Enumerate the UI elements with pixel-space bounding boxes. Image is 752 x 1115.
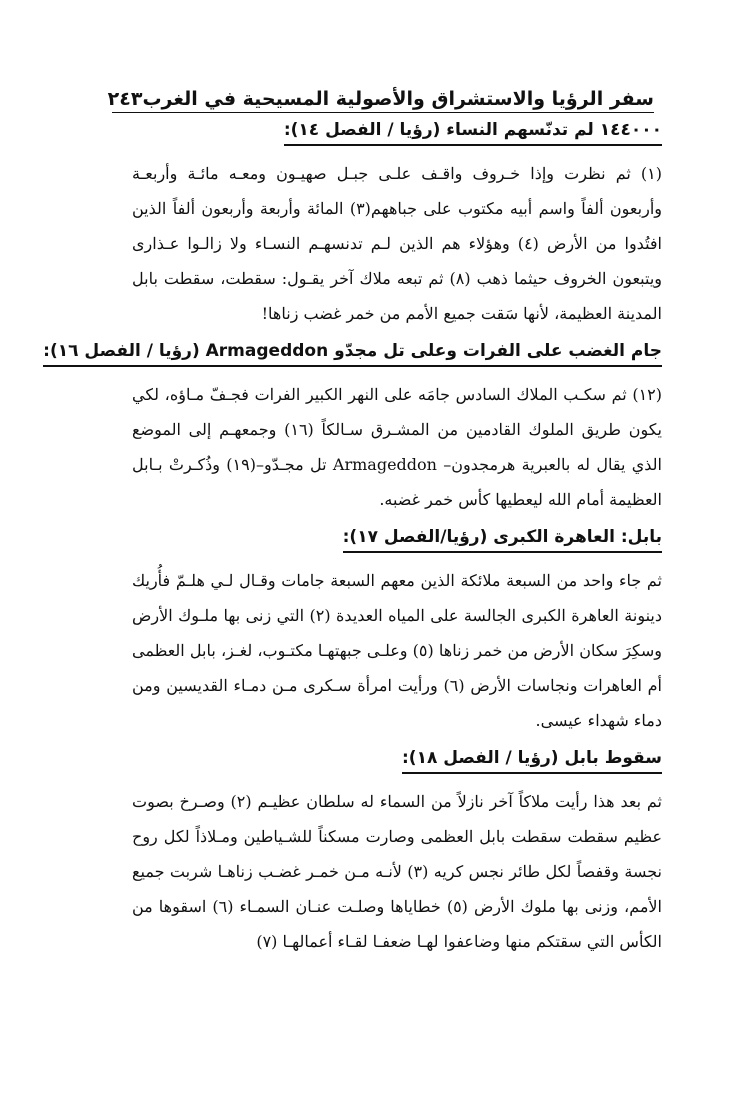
section-fall-of-babylon [132,748,662,959]
section-heading: سقوط بابل (رؤيا / الفصل ١٨): [402,748,662,774]
page-number: ٢٤٣ [107,88,143,110]
running-header [107,78,654,110]
page-body [43,118,663,969]
section-heading: بابل: العاهرة الكبرى (رؤيا/الفصل ١٧): [343,527,662,553]
section-paragraph: ثم بعد هذا رأيت ملاكاً آخر نازلاً من السماء له سلطان عظيـم (٢) وصـرخ بصوت عظيم سقطت سقطت بابل العظمى وصارت مسكناً للشـياطين ومـلاذاً لكل روح نجسة وقفصاً لكل طائر نجس كريه (٣) لأنـه مـن خمـر غضـب زناهـا شربت جميع الأمم، وزنى بها ملوك الأرض (٥) خطاياها وصلـت عنـان السمـاء (٦) اسقوها من الكأس التي سقتكم منها وضاعفوا لهـا ضعفـا لقـاء أعمالهـا (٧) [132,792,663,951]
section-paragraph: ثم جاء واحد من السبعة ملائكة الذين معهم السبعة جامات وقـال لـي هلـمّ فأُريك دينونة العاهرة الكبرى الجالسة على المياه العديدة (٢) التي زنى بها ملـوك الأرض وسكِرَ سكان الأرض من خمر زناها (٥) وعلـى جبهتهـا مكتـوب، لغـز، بابل العظمى أم العاهرات ونجاسات الأرض (٦) ورأيت امرأة سـكرى مـن دمـاء القديسين ومن دماء شهداء عيسى. [132,571,662,730]
running-title: سفر الرؤيا والاستشراق والأصولية المسيحية في الغرب [142,88,654,110]
section-heading: جام الغضب على الفرات وعلى تل مجدّو Armageddon (رؤيا / الفصل ١٦): [43,341,662,367]
section-paragraph: (١) ثم نظرت وإذا خـروف واقـف علـى جبـل صهيـون ومعـه مائـة وأربعـة وأربعون ألفاً واسم أبيه مكتوب على جباههم(٣) المائة وأربعة وأربعون ألفاً الذين افتُدوا من الأرض (٤) وهؤلاء هم الذين لـم تدنسهـم النسـاء ولا زالـوا عـذارى ويتبعون الخروف حيثما ذهب (٨) ثم تبعه ملاك آخر يقـول: سقطت، سقطت بابل المدينة العظيمة، لأنها سَقت جميع الأمم من خمر غضب زناها! [132,164,663,323]
section-144000 [132,120,662,331]
section-euphrates-armageddon [43,341,663,517]
header-divider [112,112,654,113]
section-heading: ١٤٤٠٠٠ لم تدنّسهم النساء (رؤيا / الفصل ١٤): [284,120,662,146]
section-great-harlot [132,527,662,738]
section-paragraph: (١٢) ثم سكـب الملاك السادس جامَه على النهر الكبير الفرات فجـفّ مـاؤه، لكي يكون طريق الملوك القادمين من المشـرق سـالكاً (١٦) وجمعهـم إلى الموضع الذي يقال له بالعبرية هرمجدون– Armageddon تل مجـدّو–(١٩) وذُكـرتْ بـابل العظيمة أمام الله ليعطيها كأس خمر غضبه. [132,385,663,509]
